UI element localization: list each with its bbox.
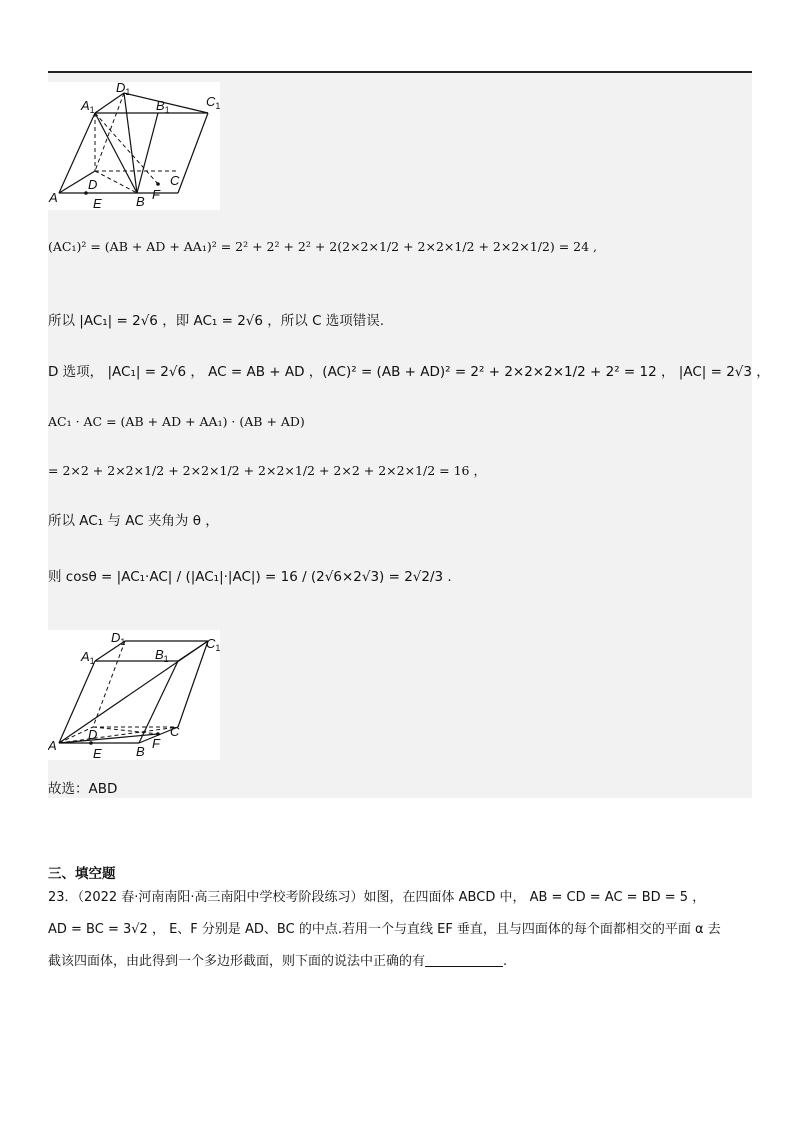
- parallelepiped-figure-2: [48, 630, 220, 760]
- label-D1: $D_1$: [111, 630, 126, 647]
- label-B1: $B_1$: [155, 647, 169, 664]
- question-line-3-text: 截该四面体，由此得到一个多边形截面，则下面的说法中正确的有: [48, 954, 426, 969]
- solution-equation-1: (AC₁)² = (AB + AD + AA₁)² = 2² + 2² + 2² + 2(2×2×1/2 + 2×2×1/2 + 2×2×1/2) = 24 ,: [48, 239, 598, 254]
- solution-line-5: = 2×2 + 2×2×1/2 + 2×2×1/2 + 2×2×1/2 + 2×2 + 2×2×1/2 = 16 ，: [48, 463, 486, 478]
- label-F: F: [152, 736, 160, 751]
- solution-line-4: AC₁ · AC = (AB + AD + AA₁) · (AB + AD): [48, 414, 305, 429]
- label-D: D: [88, 727, 98, 742]
- label-A1: $A_1$: [81, 98, 95, 115]
- label-B: B: [136, 744, 145, 759]
- solution-line-3: D 选项， |AC₁| = 2√6 ， AC = AB + AD ，(AC)² = (AB + AD)² = 2² + 2×2×2×1/2 + 2² = 12 ， |AC| = 2√3 ，: [48, 364, 770, 380]
- solution-line-7: 则 cosθ = |AC₁·AC| / (|AC₁|·|AC|) = 16 / (2√6×2√3) = 2√2/3 .: [48, 569, 452, 585]
- section-title: 三、填空题: [48, 866, 116, 882]
- answer-blank[interactable]: [425, 954, 503, 967]
- label-B1: $B_1$: [156, 98, 170, 115]
- label-C: C: [170, 724, 180, 739]
- label-C1: $C_1$: [206, 636, 220, 653]
- label-C1: $C_1$: [206, 94, 220, 111]
- label-A: A: [48, 738, 57, 753]
- label-C: C: [170, 173, 180, 188]
- label-A: A: [49, 190, 58, 205]
- question-line-3-end: .: [503, 954, 508, 969]
- label-D: D: [88, 177, 98, 192]
- label-D1: $D_1$: [116, 82, 131, 97]
- label-E: E: [93, 746, 102, 760]
- question-line-1: 23．（2022 春·河南南阳·高三南阳中学校考阶段练习）如图，在四面体 ABCD 中， AB = CD = AC = BD = 5 ，: [48, 890, 706, 905]
- question-line-3: [48, 953, 507, 971]
- label-E: E: [93, 196, 102, 210]
- question-line-2: AD = BC = 3√2 ， E、F 分别是 AD、BC 的中点.若用一个与直线 EF 垂直，且与四面体的每个面都相交的平面 α 去: [48, 922, 721, 937]
- label-B: B: [136, 194, 145, 209]
- answer-line: 故选：ABD: [48, 781, 118, 797]
- label-A1: $A_1$: [81, 649, 95, 666]
- solution-line-2: 所以 |AC₁| = 2√6 ，即 AC₁ = 2√6 ，所以 C 选项错误.: [48, 313, 385, 329]
- label-F: F: [152, 187, 160, 202]
- parallelepiped-figure-1: [48, 82, 220, 210]
- solution-line-6: 所以 AC₁ 与 AC 夹角为 θ ，: [48, 513, 219, 529]
